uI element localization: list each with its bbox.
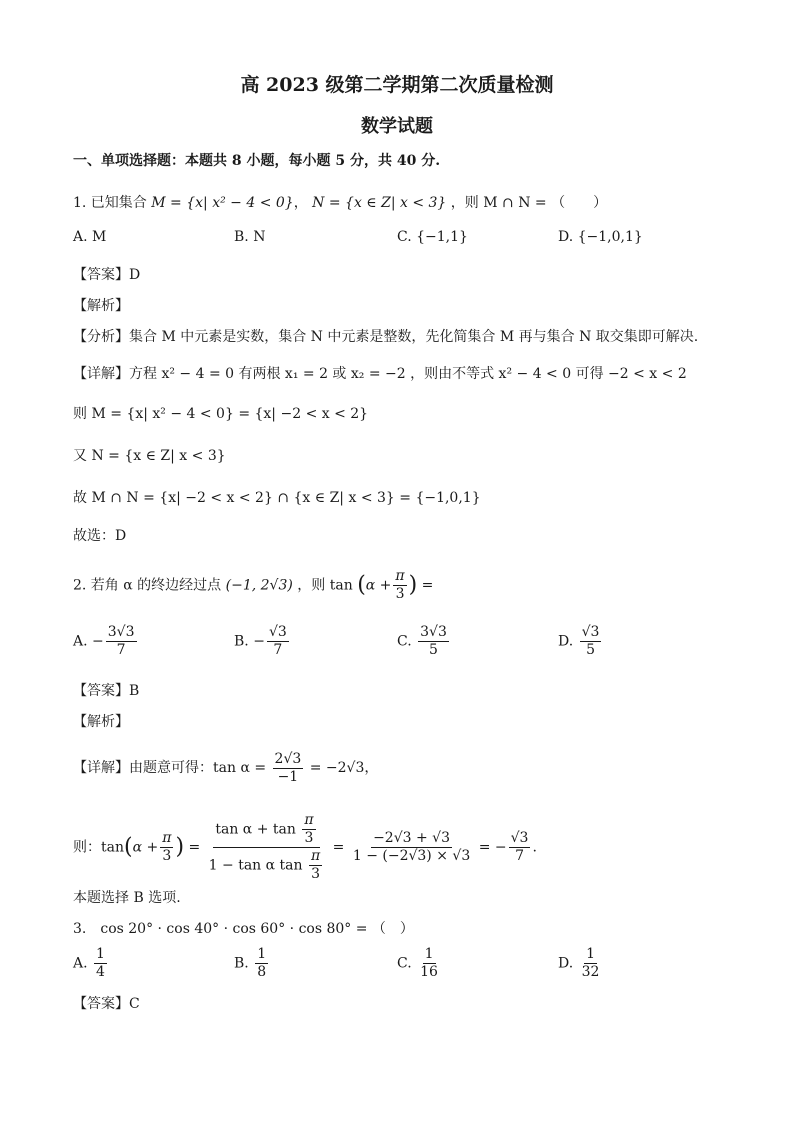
q2-conclusion: 本题选择 B 选项. <box>73 890 181 906</box>
q2-option-c-label: C. <box>397 633 412 650</box>
q1-option-c: C. {−1,1} <box>397 229 468 245</box>
q2-then <box>73 812 537 883</box>
q3-answer: 【答案】C <box>73 996 140 1012</box>
q2-then-eq1: = <box>188 839 201 856</box>
q3-option-d-frac <box>580 946 602 981</box>
q3-option-c-label: C. <box>397 955 412 972</box>
q2-option-b-sign: − <box>253 633 265 650</box>
q2-then-three: 3 <box>162 848 172 864</box>
q1-answer: 【答案】D <box>73 267 141 283</box>
q1-line-3: 又 N = {x ∈ Z| x < 3} <box>73 448 226 464</box>
q2-then-result-frac <box>509 830 531 865</box>
q2-three: 3 <box>395 586 405 602</box>
q2-detail-suffix: = −2√3， <box>309 760 379 776</box>
q2-then-frac-a <box>207 812 327 883</box>
q1-detail: 【详解】方程 x² − 4 = 0 有两根 x₁ = 2 或 x₂ = −2 ，则由不等式 x² − 4 < 0 可得 −2 < x < 2 <box>73 366 687 382</box>
q2-option-a <box>73 624 139 659</box>
q1-line-2: 则 M = {x| x² − 4 < 0} = {x| −2 < x < 2} <box>73 406 369 422</box>
q2-analysis-label: 【解析】 <box>73 714 129 730</box>
q2-option-a-label: A. <box>73 633 88 650</box>
q2-then-num-a <box>213 812 319 848</box>
q2-option-d-label: D. <box>558 633 574 650</box>
q1-prefix: 1. 已知集合 <box>73 195 147 211</box>
q3-option-d <box>558 946 603 981</box>
q3-option-b-label: B. <box>234 955 249 972</box>
q2-then-paren-left: ( <box>124 834 133 860</box>
q2-detail-prefix: 【详解】由题意可得：tan α = <box>73 760 267 776</box>
q2-then-num-a-pi3 <box>302 812 315 847</box>
q2-then-num-a-three: 3 <box>304 830 314 846</box>
q2-then-paren-right: ) <box>175 834 185 860</box>
q2-then-den-a-pi3 <box>309 848 322 883</box>
q1-set-m: M = {x| x² − 4 < 0} <box>151 195 294 211</box>
q2-option-c-num: 3√3 <box>420 624 447 640</box>
q2-pi-over-3 <box>393 568 406 603</box>
q2-detail-den: −1 <box>277 768 299 785</box>
q2-option-b-num: √3 <box>268 624 287 640</box>
q2-paren-right: ) <box>408 572 418 598</box>
q2-then-frac-b <box>351 830 472 865</box>
section-heading: 一、单项选择题：本题共 8 小题，每小题 5 分，共 40 分. <box>73 153 441 169</box>
q2-option-a-num: 3√3 <box>107 624 135 640</box>
q2-option-c-den: 5 <box>429 642 438 658</box>
q2-then-den-a <box>207 848 327 883</box>
q2-then-num-b: −2√3 + √3 <box>373 830 450 846</box>
q1-set-n: N = {x ∈ Z| x < 3} <box>312 195 447 211</box>
q1-analysis-label: 【解析】 <box>73 298 129 314</box>
q2-point: (−1, 2√3) <box>225 577 293 594</box>
q1-option-d: D. {−1,0,1} <box>558 229 643 245</box>
q2-option-d-num: √3 <box>581 624 600 640</box>
q2-option-b-frac <box>267 624 289 659</box>
q3-option-d-label: D. <box>558 955 574 972</box>
exam-title: 高 2023 级第二学期第二次质量检测 <box>240 74 554 96</box>
q2-answer: 【答案】B <box>73 683 140 699</box>
q2-paren-left: ( <box>357 572 366 598</box>
q2-stem <box>73 568 433 603</box>
q2-option-b <box>234 624 291 659</box>
q2-then-alpha-plus: α + <box>132 839 159 856</box>
q2-detail-frac <box>273 751 304 786</box>
q2-then-prefix: 则：tan <box>73 839 124 856</box>
q2-option-a-frac <box>106 624 137 659</box>
q2-option-c <box>397 624 451 659</box>
q2-then-pi: π <box>162 830 172 846</box>
q3-option-a-label: A. <box>73 955 88 972</box>
exam-subtitle: 数学试题 <box>361 116 433 137</box>
q2-option-b-label: B. <box>234 633 249 650</box>
q2-then-den-b: 1 − (−2√3) × √3 <box>352 848 471 864</box>
q3-option-c-frac <box>418 946 440 981</box>
q2-stem-a: 2. 若角 α 的终边经过点 <box>73 577 222 594</box>
q2-stem-b: ，则 tan <box>297 577 353 594</box>
q2-then-den-a-three: 3 <box>311 866 321 882</box>
q2-option-d-frac <box>580 624 602 659</box>
q1-choice: 故选：D <box>73 528 127 544</box>
q3-option-c <box>397 946 442 981</box>
q3-option-a-num: 1 <box>96 946 105 962</box>
q2-alpha-plus: α + <box>365 577 392 594</box>
q3-option-d-den: 32 <box>581 964 600 980</box>
q2-then-pi3 <box>160 830 173 865</box>
q3-stem: 3. cos 20° · cos 40° · cos 60° · cos 80° = （ ） <box>73 921 414 937</box>
q2-eq: = <box>421 577 434 594</box>
q2-detail <box>73 748 378 788</box>
q3-option-b-den: 8 <box>257 964 267 980</box>
q2-then-result-den: 7 <box>515 848 524 864</box>
q2-then-end: . <box>532 839 537 856</box>
q3-option-d-num: 1 <box>586 946 596 962</box>
q2-then-num-a-pi: π <box>304 812 314 828</box>
q2-then-den-a-pi: π <box>311 848 321 864</box>
q1-option-b: B. N <box>234 229 266 245</box>
q3-option-c-num: 1 <box>424 946 434 962</box>
q2-detail-num: 2√3 <box>274 750 302 767</box>
q3-option-b-num: 1 <box>257 946 267 962</box>
q2-option-c-frac <box>418 624 449 659</box>
q2-option-b-den: 7 <box>273 642 283 658</box>
q1-fenxi: 【分析】集合 M 中元素是实数，集合 N 中元素是整数，先化简集合 M 再与集合 N 取交集即可解决. <box>73 329 699 345</box>
q3-option-a-den: 4 <box>96 964 105 980</box>
q2-then-eq2: = <box>332 839 345 856</box>
q1-line-4: 故 M ∩ N = {x| −2 < x < 2} ∩ {x ∈ Z| x < 3} = {−1,0,1} <box>73 490 481 506</box>
q2-then-result-sign: = − <box>478 839 507 856</box>
q3-option-a-frac <box>94 946 107 981</box>
q2-then-num-a-text: tan α + tan <box>215 821 296 838</box>
q3-option-c-den: 16 <box>420 964 438 980</box>
q2-then-result-num: √3 <box>510 830 529 846</box>
q1-option-a: A. M <box>73 229 107 245</box>
q2-option-d <box>558 624 603 659</box>
q2-pi: π <box>395 568 405 584</box>
q2-option-a-sign: − <box>92 633 104 650</box>
q2-then-den-a-text: 1 − tan α tan <box>208 857 303 874</box>
q1-sep: ， <box>293 195 308 211</box>
q2-option-a-den: 7 <box>116 642 126 658</box>
q3-option-a <box>73 946 109 981</box>
q2-option-d-den: 5 <box>586 642 596 658</box>
q1-stem <box>73 193 607 213</box>
q1-suffix: ，则 M ∩ N = （ ） <box>450 195 608 211</box>
q3-option-b <box>234 946 270 981</box>
q3-option-b-frac <box>255 946 268 981</box>
